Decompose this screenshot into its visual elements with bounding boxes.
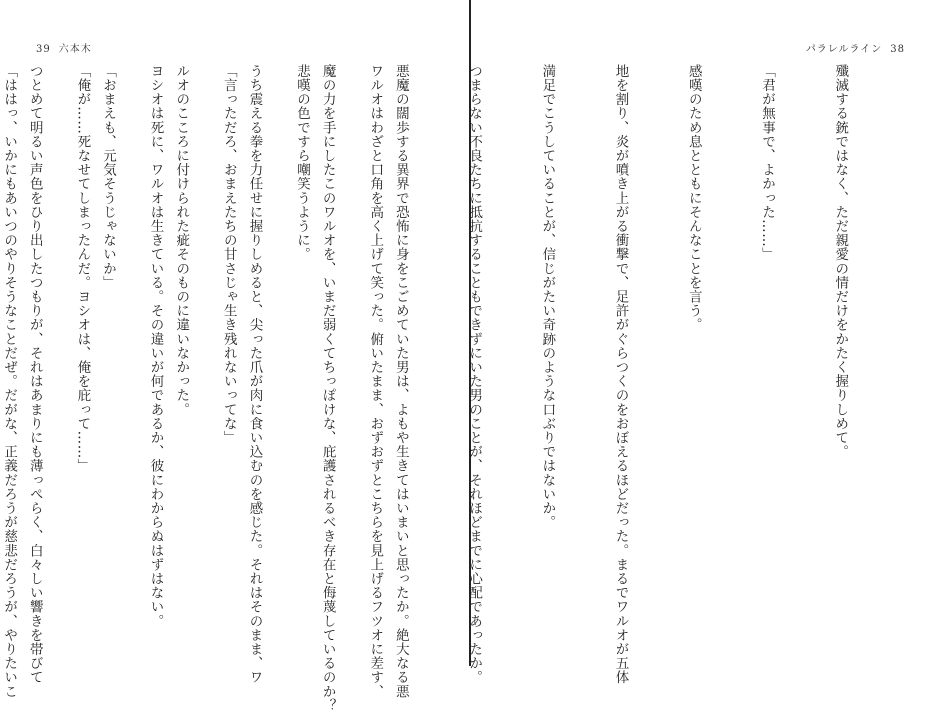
text-line: 「ははっ、いかにもあいつのやりそうなことだぜ。だがな、正義だろうが慈悲だろうが、やりたいこ	[1, 64, 18, 699]
text-line: うち震える拳を力任せに握りしめると、尖った爪が肉に食い込むのを感じた。それはそのまま、ワ	[246, 64, 263, 685]
right-head-title: パラレルライン	[805, 44, 883, 55]
right-page-number: 38	[890, 44, 905, 55]
left-page-number: 39	[36, 44, 51, 55]
text-line: つまらない不良たちに抵抗することもできずにいた男のことが、それほどまでに心配であったか。	[466, 64, 483, 685]
text-line: 「君が無事で、よかった……」	[758, 64, 775, 262]
text-line: 「言っただろ、おまえたちの甘さじゃ生き残れないってな」	[220, 64, 237, 445]
text-line: 「おまえも、元気そうじゃないか」	[100, 64, 116, 290]
right-running-head	[806, 40, 905, 55]
text-line: 魔の力を手にしたこのワルオを、いまだ弱くてちっぽけな、庇護されるべき存在と侮蔑しているのか？	[319, 64, 336, 713]
text-line: ワルオはわざと口角を高く上げて笑った。俯いたまま、おずおずとこちらを見上げるフツオに差す、	[367, 64, 384, 699]
text-line: 殲滅する銃ではなく、ただ親愛の情だけをかたく握りしめて。	[832, 64, 849, 459]
text-line: 地を割り、炎が噴き上がる衝撃で、足許がぐらつくのをおぼえるほどだった。まるでワルオが五体	[612, 64, 629, 685]
text-line: つとめて明るい声色をひり出したつもりが、それはあまりにも薄っぺらく、白々しい響きを帯びて	[26, 64, 43, 685]
left-head-title: 六本木	[58, 44, 92, 55]
text-line: 感嘆のため息とともにそんなことを言う。	[685, 64, 702, 332]
text-line: 悪魔の闊歩する異界で恐怖に身をこごめていた男は、よもや生きてはいまいと思ったか。絶大なる悪	[392, 64, 409, 699]
text-line: 「俺が……死なせてしまったんだ。ヨシオは、俺を庇って……」	[74, 64, 91, 473]
text-line: ヨシオは死に、ワルオは生きている。その違いが何であるか、彼にわからぬはずはない。	[147, 64, 164, 628]
text-line: ルオのこころに付けられた疵そのものに違いなかった。	[173, 64, 190, 417]
text-line: 満足でこうしていることが、信じがたい奇跡のような口ぶりではないか。	[539, 64, 556, 530]
text-line: 悲嘆の色ですら嘲笑うように。	[293, 64, 310, 262]
left-running-head	[36, 40, 92, 55]
